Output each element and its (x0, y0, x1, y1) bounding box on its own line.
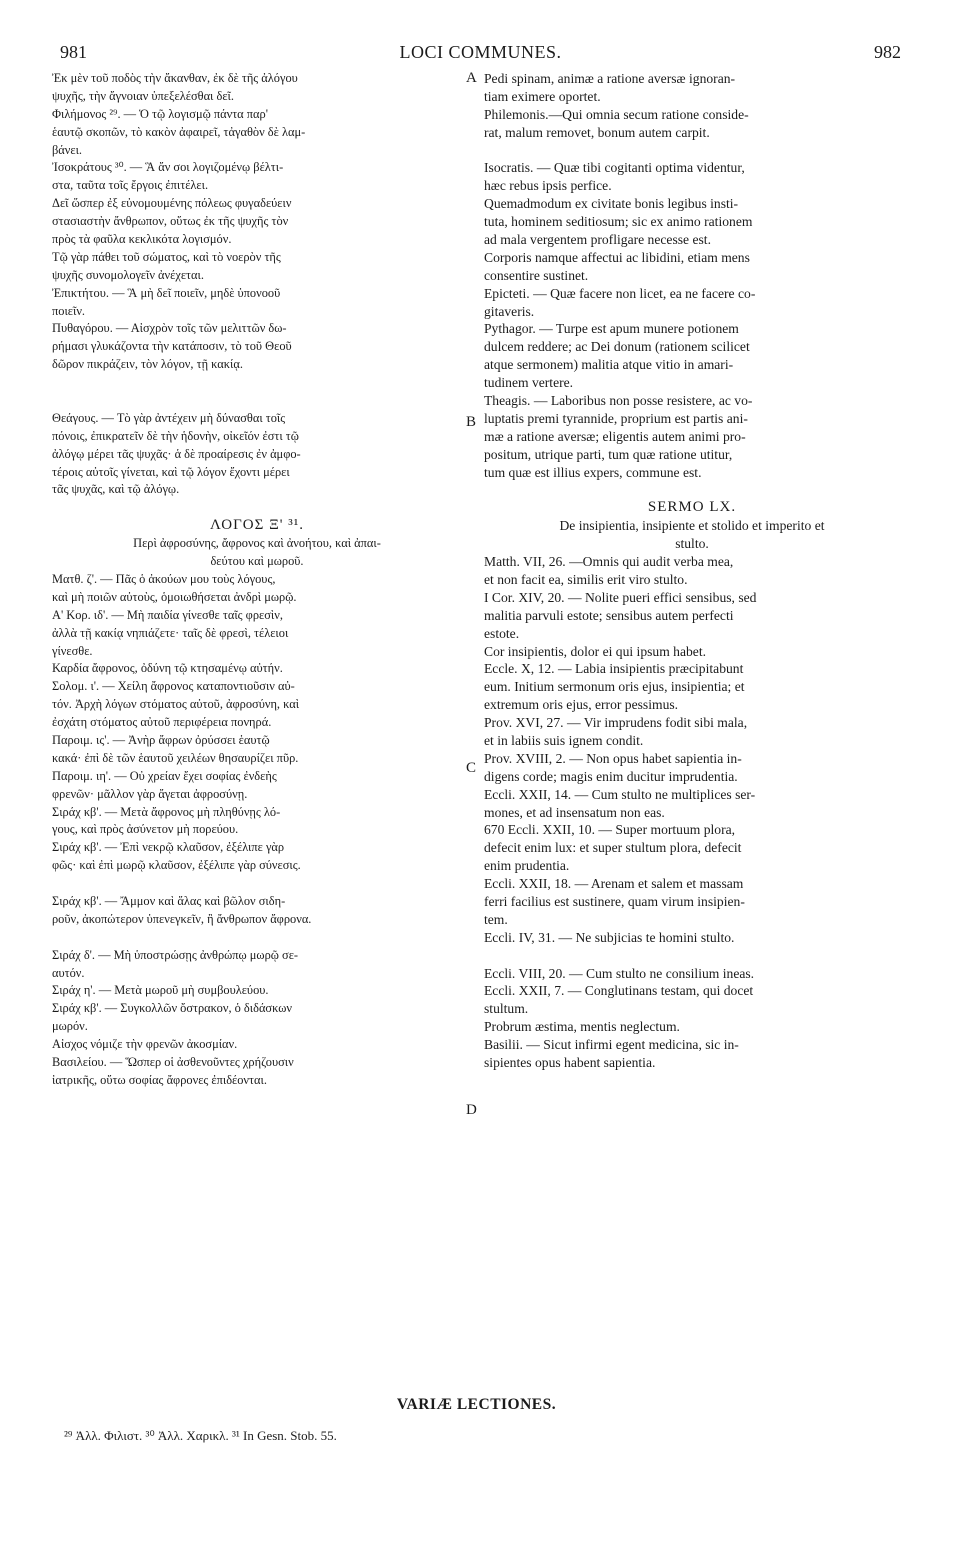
greek-entry (52, 285, 462, 321)
latin-entry (484, 195, 900, 249)
latin-line: sipientes opus habent sapientia. (484, 1054, 656, 1070)
latin-line: Corporis namque affectui ac libidini, etiam mens (484, 249, 750, 265)
latin-line: dulcem reddere; ac Dei donum (rationem scilicet (484, 339, 750, 355)
latin-entry (484, 786, 900, 822)
latin-entry (484, 965, 900, 983)
greek-line (52, 374, 462, 392)
latin-entry (484, 821, 900, 875)
greek-line: μωρόν. (52, 1019, 88, 1034)
latin-line: Matth. VII, 26. —Omnis qui audit verba mea, (484, 554, 734, 570)
greek-line: δῶρον πικράζειν, τὸν λόγον, τῇ κακίᾳ. (52, 357, 243, 372)
latin-line: mones, et ad insensatum non eas. (484, 804, 665, 820)
latin-line: positum, utrique parti, tum quæ ratione utitur, (484, 446, 733, 462)
greek-line: Σιράχ κβ'. — Ἐπὶ νεκρῷ κλαῦσον, ἐξέλιπε γὰρ (52, 840, 285, 855)
latin-line: gitaveris. (484, 303, 535, 319)
greek-line: ἑαυτῷ σκοπῶν, τὸ κακὸν ἀφαιρεῖ, τἀγαθὸν δὲ λαμ- (52, 124, 306, 139)
latin-line: 670 Eccli. XXII, 10. — Super mortuum plora, (484, 822, 736, 838)
greek-line: ἀλόγῳ μέρει τᾶς ψυχᾶς· ἁ δὲ προαίρεσις ἐν ἀμφο- (52, 446, 301, 461)
greek-line: Πυθαγόρου. — Αἰσχρὸν τοῖς τῶν μελιττῶν δω- (52, 321, 287, 336)
greek-line: Ἐκ μὲν τοῦ ποδὸς τὴν ἄκανθαν, ἐκ δὲ τῆς ἀλόγου (52, 71, 298, 85)
latin-entry (484, 249, 900, 285)
greek-line: Σιράχ κβ'. — Μετὰ ἄφρονος μὴ πληθύνῃς λό- (52, 804, 281, 819)
greek-line: ποιεῖν. (52, 303, 86, 318)
latin-line: tudinem vertere. (484, 375, 574, 391)
latin-line: Quemadmodum ex civitate bonis legibus insti- (484, 196, 739, 212)
greek-line: δεύτου καὶ μωροῦ. (210, 554, 304, 569)
latin-line: Prov. XVI, 27. — Vir imprudens fodit sibi mala, (484, 715, 748, 731)
margin-letter: D (466, 1102, 477, 1118)
latin-entry (484, 106, 900, 142)
greek-entry (52, 660, 462, 678)
greek-line: ΛΟΓΟΣ Ξ' ³¹. (210, 517, 304, 534)
latin-entry (484, 1018, 900, 1036)
latin-line (484, 142, 900, 160)
greek-line: κακά· ἐπὶ δὲ τῶν ἑαυτοῦ χειλέων θησαυρίζει πῦρ. (52, 750, 299, 765)
latin-line: et in labiis suis ignem condit. (484, 732, 644, 748)
margin-letter: B (466, 414, 477, 430)
greek-line: Περὶ ἀφροσύνης, ἄφρονος καὶ ἀνοήτου, καὶ ἀπαι- (133, 536, 381, 551)
latin-entry (484, 392, 900, 481)
greek-entry (52, 517, 462, 535)
greek-line: ἐσχάτη στόματος αὐτοῦ περιφέρεια πονηρά. (52, 715, 272, 730)
latin-line: rat, malum removet, bonum autem carpit. (484, 124, 710, 140)
latin-line: stulto. (675, 536, 709, 552)
latin-entry (484, 589, 900, 643)
greek-entry (52, 571, 462, 607)
greek-entry (52, 106, 462, 160)
greek-line: πρὸς τὰ φαῦλα κεκλικότα λογισμόν. (52, 232, 232, 247)
latin-line: Basilii. — Sicut infirmi egent medicina, sic in- (484, 1037, 739, 1053)
latin-line: Philemonis.—Qui omnia secum ratione conside- (484, 106, 749, 122)
greek-line: Α' Κορ. ιδ'. — Μὴ παιδία γίνεσθε ταῖς φρεσὶν, (52, 607, 283, 622)
greek-line: αυτόν. (52, 965, 85, 980)
page-number-left: 981 (60, 42, 87, 62)
latin-entry (484, 875, 900, 929)
greek-line: τέροις αὐτοῖς γίνεται, καὶ τῷ λόγον ἔχοντι μέρει (52, 464, 290, 479)
greek-line: Αἰσχος νόμιζε τὴν φρενῶν ἀκοσμίαν. (52, 1037, 238, 1052)
latin-line: tem. (484, 911, 508, 927)
latin-line: malitia parvuli estote; sensibus autem perfecti (484, 607, 734, 623)
greek-line: γίνεσθε. (52, 643, 93, 658)
greek-entry (52, 947, 462, 983)
latin-line: Pedi spinam, animæ a ratione aversæ ignoran- (484, 71, 736, 86)
latin-entry (484, 1036, 900, 1072)
greek-line: πόνοις, ἐπικρατεῖν δὲ τὴν ἡδονὴν, οἰκεῖόν ἐστι τῷ (52, 428, 299, 443)
latin-line: enim prudentia. (484, 858, 570, 874)
greek-line: Τῷ γὰρ πάθει τοῦ σώματος, καὶ τὸ νοερὸν τῆς (52, 249, 281, 264)
latin-line: ad mala vergentem profligare necesse est. (484, 232, 711, 248)
latin-entry (484, 142, 900, 160)
latin-entry (484, 159, 900, 195)
greek-line: βάνει. (52, 142, 83, 157)
greek-entry (52, 195, 462, 249)
latin-line: Eccli. XXII, 7. — Conglutinans testam, qui docet (484, 983, 754, 999)
latin-line: estote. (484, 625, 520, 641)
greek-line: τόν. Ἀρχὴ λόγων στόματος αὐτοῦ, ἀφροσύνη, καὶ (52, 697, 300, 712)
greek-line: καὶ μὴ ποιῶν αὐτοὺς, ὁμοιωθήσεται ἀνδρὶ μωρῷ. (52, 589, 297, 604)
greek-entry (52, 839, 462, 875)
greek-line: Ἰσοκράτους ³⁰. — Ἃ ἄν σοι λογιζομένῳ βέλτι- (52, 160, 284, 175)
greek-entry (52, 929, 462, 947)
greek-line: στα, ταῦτα τοῖς ἔργοις ἐπιτέλει. (52, 178, 209, 193)
latin-entry (484, 499, 900, 517)
latin-entry (484, 982, 900, 1018)
greek-entry (52, 893, 462, 929)
greek-line: Παροιμ. ις'. — Ἀνὴρ ἄφρων ὀρύσσει ἑαυτῷ (52, 732, 270, 747)
latin-entry (484, 517, 900, 553)
latin-line: tiam eximere oportet. (484, 88, 601, 104)
latin-line: tum quæ est illius expers, commune est. (484, 464, 702, 480)
variant-readings-heading: VARIÆ LECTIONES. (396, 1396, 557, 1413)
latin-line: Eccli. XXII, 18. — Arenam et salem et massam (484, 876, 744, 892)
greek-entry (52, 1054, 462, 1090)
latin-line: Epicteti. — Quæ facere non licet, ea ne facere co- (484, 285, 756, 301)
greek-line: Σιράχ η'. — Μετὰ μωροῦ μὴ συμβουλεύου. (52, 983, 269, 998)
greek-entry (52, 678, 462, 732)
latin-line: defecit enim lux: et super stultum plora, defecit (484, 840, 742, 856)
greek-line: φρενῶν· μᾶλλον γὰρ ἄγεται ἀφροσύνῃ. (52, 786, 248, 801)
latin-line: Theagis. — Laboribus non posse resistere, ac vo- (484, 393, 753, 409)
greek-entry (52, 732, 462, 768)
margin-letter: A (466, 70, 477, 86)
latin-column (484, 70, 900, 1072)
latin-line: Probrum æstima, mentis neglectum. (484, 1019, 680, 1035)
greek-line: Σιράχ κβ'. — Ἄμμον καὶ ἅλας καὶ βῶλον σιδη- (52, 893, 286, 908)
greek-line: τᾶς ψυχᾶς, καὶ τῷ ἀλόγῳ. (52, 482, 180, 497)
running-title: LOCI COMMUNES. (399, 42, 562, 62)
greek-line: γους, καὶ πρὸς ἀσύνετον μὴ πορεύου. (52, 822, 239, 837)
greek-column (52, 70, 462, 1090)
variant-readings-line: ²⁹ Ἀλλ. Φιλιστ. ³⁰ Ἀλλ. Χαρικλ. ³¹ In Gesn. Stob. 55. (64, 1428, 337, 1443)
latin-line: Eccli. VIII, 20. — Cum stulto ne consilium ineas. (484, 965, 755, 981)
latin-line: et non facit ea, similis erit viro stulto. (484, 571, 688, 587)
latin-line: Eccli. XXII, 14. — Cum stulto ne multiplices ser- (484, 786, 756, 802)
greek-line (52, 392, 462, 410)
latin-entry (484, 643, 900, 661)
latin-entry (484, 285, 900, 321)
greek-entry (52, 875, 462, 893)
page-header (60, 42, 901, 66)
greek-entry (52, 499, 462, 517)
latin-line: mæ a ratione aversæ; eligentis autem animi pro- (484, 428, 746, 444)
latin-entry (484, 481, 900, 499)
page-number-right: 982 (874, 42, 901, 62)
greek-line: Καρδία ἄφρονος, ὀδύνη τῷ κτησαμένῳ αὐτήν. (52, 661, 283, 676)
greek-entry (52, 410, 462, 499)
greek-line (52, 929, 462, 947)
greek-entry (52, 1036, 462, 1054)
latin-line: stultum. (484, 1001, 529, 1017)
latin-line: consentire sustinet. (484, 267, 589, 283)
latin-entry (484, 660, 900, 714)
latin-line: Cor insipientis, dolor ei qui ipsum habet. (484, 643, 707, 659)
greek-line: Θεάγους. — Τὸ γὰρ ἀντέχειν μὴ δύνασθαι τοῖς (52, 410, 286, 425)
greek-line: Σιράχ κβ'. — Συγκολλῶν ὄστρακον, ὁ διδάσκων (52, 1001, 293, 1016)
greek-entry (52, 374, 462, 410)
margin-letter: C (466, 760, 477, 776)
latin-entry (484, 929, 900, 947)
latin-line: Isocratis. — Quæ tibi cogitanti optima videntur, (484, 160, 745, 176)
latin-line: I Cor. XIV, 20. — Nolite pueri effici sensibus, sed (484, 589, 757, 605)
greek-entry (52, 982, 462, 1000)
latin-line: De insipientia, insipiente et stolido et imperito et (559, 518, 825, 534)
latin-entry (484, 70, 900, 106)
greek-line: ρήμασι γλυκάζοντα τὴν κατάποσιν, τὸ τοῦ Θεοῦ (52, 339, 292, 354)
greek-line: στασιαστὴν ἄνθρωπον, οὕτως ἐκ τῆς ψυχῆς τὸν (52, 214, 289, 229)
latin-line: extremum oris ejus, error pessimus. (484, 697, 679, 713)
greek-entry (52, 535, 462, 571)
latin-entry (484, 750, 900, 786)
latin-line: tuta, hominem seditiosum; sic ex animo rationem (484, 214, 753, 230)
latin-line: Eccli. IV, 31. — Ne subjicias te homini stulto. (484, 929, 735, 945)
latin-line: Eccle. X, 12. — Labia insipientis præcipitabunt (484, 661, 744, 677)
greek-entry (52, 607, 462, 661)
latin-line (484, 947, 900, 965)
greek-line: Ματθ. ζ'. — Πᾶς ὁ ἀκούων μου τοὺς λόγους, (52, 571, 276, 586)
greek-line: Σιράχ δ'. — Μὴ ὑποστρώσῃς ἀνθρώπῳ μωρῷ σε- (52, 947, 299, 962)
greek-line: ψυχῆς, τὴν ἄγνοιαν ὑπεξελέσθαι δεῖ. (52, 88, 234, 103)
latin-entry (484, 553, 900, 589)
greek-line: Σολομ. ι'. — Χείλη ἄφρονος καταποντιοῦσιν αὐ- (52, 679, 295, 694)
latin-entry (484, 320, 900, 392)
greek-entry (52, 1000, 462, 1036)
latin-line: digens corde; magis enim ducitur imprudentia. (484, 768, 738, 784)
greek-entry (52, 320, 462, 374)
latin-line (484, 481, 900, 499)
latin-line: SERMO LX. (647, 499, 737, 516)
greek-entry (52, 70, 462, 106)
latin-line: ferri facilius est sustinere, quam virum insipien- (484, 893, 745, 909)
greek-entry (52, 804, 462, 840)
greek-line: Βασιλείου. — Ὥσπερ οἱ ἀσθενοῦντες χρήζουσιν (52, 1054, 294, 1069)
greek-entry (52, 249, 462, 285)
greek-line: ἀλλὰ τῇ κακίᾳ νηπιάζετε· ταῖς δὲ φρεσὶ, τέλειοι (52, 625, 289, 640)
latin-entry (484, 947, 900, 965)
greek-line: Δεῖ ὥσπερ ἐξ εὐνομουμένης πόλεως φυγαδεύειν (52, 196, 292, 211)
latin-line: Pythagor. — Turpe est apum munere potionem (484, 321, 739, 337)
greek-line: φῶς· καὶ ἐπὶ μωρῷ κλαῦσον, ἐξέλιπε γὰρ σύνεσις. (52, 858, 301, 873)
latin-line: atque sermonem) malitia atque vitio in amari- (484, 357, 734, 373)
greek-line (52, 499, 462, 517)
greek-line: Φιλήμονος ²⁹. — Ὁ τῷ λογισμῷ πάντα παρ' (52, 106, 268, 121)
latin-line: eum. Initium sermonum oris ejus, insipientia; et (484, 679, 745, 695)
latin-line: Prov. XVIII, 2. — Non opus habet sapientia in- (484, 750, 742, 766)
latin-entry (484, 714, 900, 750)
greek-line: ἰατρικῆς, οὕτω σοφίας ἄφρονες ἐπιδέονται. (52, 1072, 267, 1087)
greek-line (52, 875, 462, 893)
greek-line: ροῦν, ἀκοπώτερον ὑπενεγκεῖν, ἢ ἄνθρωπον ἄφρονα. (52, 911, 312, 926)
greek-line: ψυχῆς συνομολογεῖν ἀνέχεται. (52, 267, 204, 282)
latin-line: luptatis premi tyrannide, proprium est partis ani- (484, 410, 748, 426)
greek-line: Ἐπικτήτου. — Ἃ μὴ δεῖ ποιεῖν, μηδὲ ὑπονοοῦ (52, 285, 281, 300)
greek-line: Παροιμ. ιη'. — Οὐ χρείαν ἔχει σοφίας ἐνδεὴς (52, 768, 277, 783)
greek-entry (52, 159, 462, 195)
latin-line: hæc rebus ipsis perfice. (484, 178, 612, 194)
greek-entry (52, 768, 462, 804)
